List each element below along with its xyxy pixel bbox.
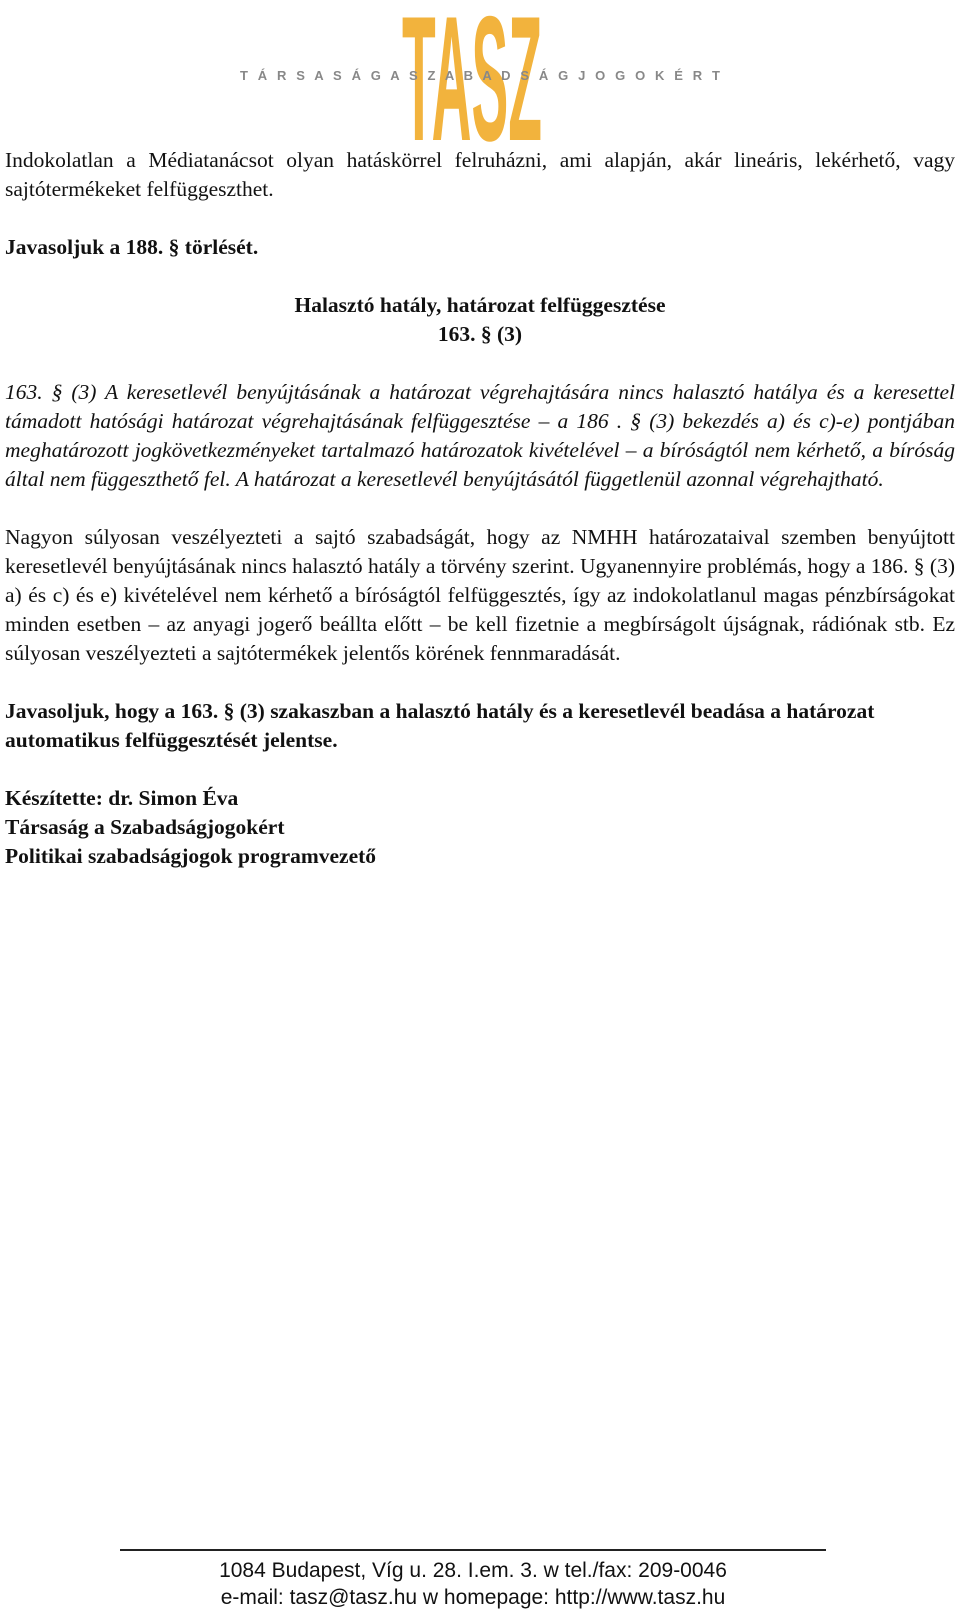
logo-wordmark: TASZ xyxy=(402,0,542,148)
analysis-paragraph: Nagyon súlyosan veszélyezteti a sajtó szabadságát, hogy az NMHH határozataival szemben benyújtott keresetlevél benyújtásának nincs halasztó hatály a törvény szerint. Ugyanennyire problémás, hogy a 186. § (3) a) és c) és e) kivételével nem kérhető a bíróságtól felfüggesztés, így az indokolatlanul magas pénzbírságokat minden esetben – az anyagi jogerő beállta előtt – be kell fizetnie a megbírságolt újságnak, rádiónak stb. Ez súlyosan veszélyezteti a sajtótermékek jelentős körének fennmaradását. xyxy=(5,525,955,665)
quoted-law-text: 163. § (3) A keresetlevél benyújtásának a határozat végrehajtására nincs halasztó hatálya és a keresettel támadott hatósági határozat végrehajtásának felfüggesztése – a 186 . § (3) bekezdés a) és c)-e) pontjában meghatározott jogkövetkezményeket tartalmazó határozatok kivételével – a bíróságtól nem kérhető, a bíróság által nem függeszthető fel. A határozat a keresetlevél benyújtásától függetlenül azonnal végrehajtható. xyxy=(5,380,955,491)
intro-paragraph: Indokolatlan a Médiatanácsot olyan hatáskörrel felruházni, ami alapján, akár lineáris, lekérhető, vagy sajtótermékeket felfüggeszthet. xyxy=(5,148,955,201)
document-body xyxy=(5,146,955,871)
logo-tagline: T Á R S A S Á G A S Z A B A D S Á G J O G O K É R T xyxy=(240,68,720,83)
footer xyxy=(120,1557,826,1611)
tasz-logo xyxy=(232,0,728,148)
footer-contact: e-mail: tasz@tasz.hu w homepage: http://www.tasz.hu xyxy=(220,1586,726,1609)
proposal-delete-188: Javasoljuk a 188. § törlését. xyxy=(5,235,259,259)
signature-role: Politikai szabadságjogok programvezető xyxy=(5,844,377,868)
footer-divider xyxy=(120,1549,826,1551)
section-reference: 163. § (3) xyxy=(437,322,523,346)
signature-author: Készítette: dr. Simon Éva xyxy=(5,786,239,810)
signature-organization: Társaság a Szabadságjogokért xyxy=(5,815,285,839)
footer-address: 1084 Budapest, Víg u. 28. I.em. 3. w tel./fax: 209-0046 xyxy=(219,1559,727,1582)
proposal-163: Javasoljuk, hogy a 163. § (3) szakaszban a halasztó hatály és a keresetlevél beadása a határozat automatikus felfüggesztését jelentse. xyxy=(5,699,875,752)
section-title: Halasztó hatály, határozat felfüggesztése xyxy=(294,293,666,317)
